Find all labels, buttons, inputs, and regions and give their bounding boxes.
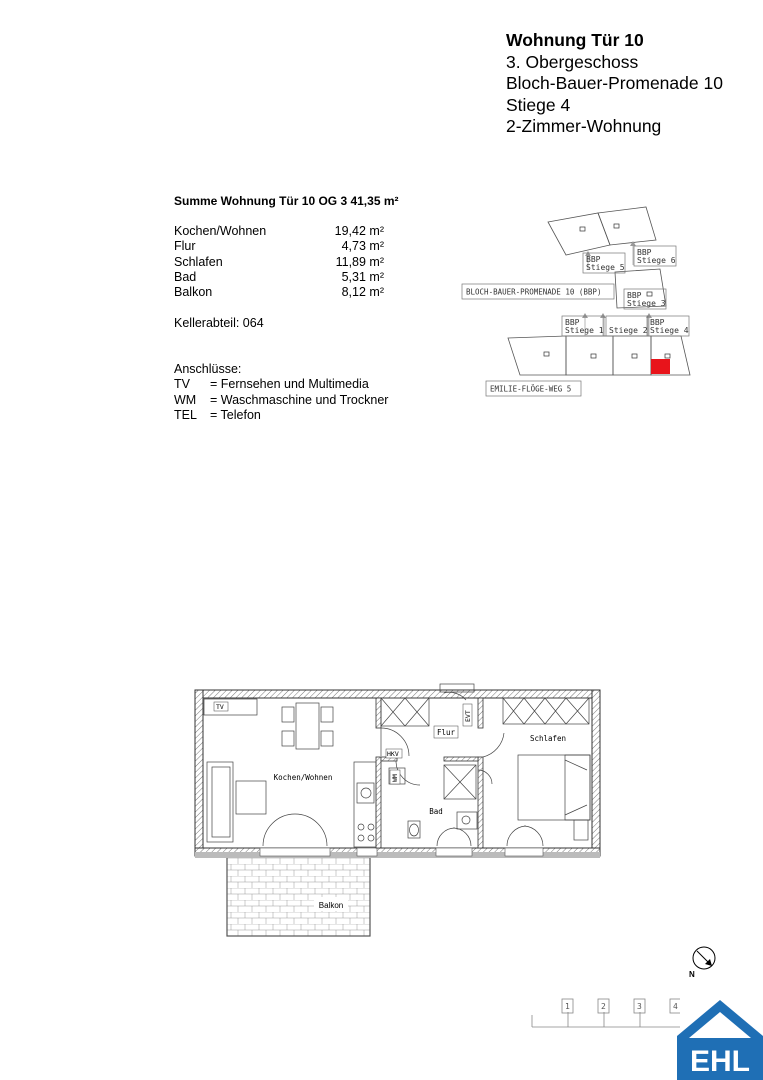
apartment-header xyxy=(506,30,723,138)
room-label-bath: Bad xyxy=(429,807,443,816)
connection-row xyxy=(174,393,414,408)
scale-label: 3 xyxy=(637,1002,642,1011)
room-label-living: Kochen/Wohnen xyxy=(273,773,333,782)
staircase-label: Stiege 4 xyxy=(506,94,571,115)
connection-desc: = Fernsehen und Multimedia xyxy=(210,377,369,392)
ehl-logo xyxy=(677,997,763,1080)
stiege-3-label: Stiege 3 xyxy=(627,299,666,308)
stiege-4-label: Stiege 4 xyxy=(650,326,689,335)
doors xyxy=(263,684,543,846)
wardrobe xyxy=(381,698,589,726)
area-row xyxy=(174,285,384,300)
stiege-6-label: Stiege 6 xyxy=(637,256,676,265)
site-plan xyxy=(455,205,705,400)
room-label-bedroom: Schlafen xyxy=(529,734,567,743)
bed xyxy=(518,755,590,840)
connection-desc: = Waschmaschine und Trockner xyxy=(210,392,389,407)
area-list xyxy=(174,224,384,300)
connections-title: Anschlüsse: xyxy=(174,362,242,376)
area-summary xyxy=(174,194,399,422)
building-stiege-1 xyxy=(508,336,566,375)
highlighted-apartment xyxy=(651,359,670,374)
bbp-label: BBP xyxy=(565,318,580,327)
scale-label: 2 xyxy=(601,1002,606,1011)
room-label-hall: Flur xyxy=(436,728,456,737)
wm-tag: WM xyxy=(391,774,399,782)
area-name: Balkon xyxy=(174,285,213,300)
area-value: 8,12 m² xyxy=(341,285,384,300)
apartment-title: Wohnung Tür 10 xyxy=(506,30,644,50)
connection-key: TV xyxy=(174,377,190,392)
floor-plan xyxy=(185,680,615,945)
area-row xyxy=(174,255,384,270)
bathroom-fixtures xyxy=(389,765,477,838)
connection-row xyxy=(174,377,414,392)
total-area: Summe Wohnung Tür 10 OG 3 41,35 m² xyxy=(174,194,399,208)
tv-tag: TV xyxy=(216,703,224,711)
compass-icon xyxy=(684,942,720,980)
area-name: Schlafen xyxy=(174,254,223,269)
building-stiege-6 xyxy=(598,207,656,245)
cellar-label: Kellerabteil: 064 xyxy=(174,316,264,330)
connection-row xyxy=(174,408,414,423)
area-name: Bad xyxy=(174,269,197,284)
area-value: 11,89 m² xyxy=(335,254,384,269)
scale-bar xyxy=(528,996,680,1030)
connection-key: TEL xyxy=(174,407,197,422)
connections-legend xyxy=(174,362,414,423)
connection-key: WM xyxy=(174,392,197,407)
building-stiege-2a xyxy=(566,336,613,375)
compass-north-label: N xyxy=(689,970,695,979)
area-row xyxy=(174,270,384,285)
area-value: 19,42 m² xyxy=(334,224,384,238)
balcony xyxy=(227,857,370,936)
bbp-label: BBP xyxy=(650,318,665,327)
scale-label: 1 xyxy=(565,1002,570,1011)
area-name: Flur xyxy=(174,239,196,254)
apartment-type: 2-Zimmer-Wohnung xyxy=(506,116,662,136)
hkv-tag: HKV xyxy=(387,750,399,758)
floor-label: 3. Obergeschoss xyxy=(506,51,639,72)
area-row xyxy=(174,239,384,254)
bbp-label: BBP xyxy=(586,255,601,264)
area-value: 5,31 m² xyxy=(341,269,384,284)
connection-desc: = Telefon xyxy=(210,407,261,422)
bbp-label: BBP xyxy=(637,248,652,257)
area-name: Kochen/Wohnen xyxy=(174,224,267,238)
bbp-label: BBP xyxy=(627,291,642,300)
room-label-balcony: Balkon xyxy=(318,901,344,910)
street-north-label: BLOCH-BAUER-PROMENADE 10 (BBP) xyxy=(466,287,602,297)
stiege-1-label: Stiege 1 xyxy=(565,326,604,335)
area-row xyxy=(174,224,384,239)
evt-tag: EVT xyxy=(464,710,472,722)
address-label: Bloch-Bauer-Promenade 10 xyxy=(506,73,723,93)
stiege-2-label: Stiege 2 xyxy=(609,326,648,335)
scale-label: 4 xyxy=(673,1002,678,1011)
stiege-5-label: Stiege 5 xyxy=(586,263,625,272)
area-value: 4,73 m² xyxy=(341,239,384,254)
logo-text: EHL xyxy=(690,1045,750,1078)
street-south-label: EMILIE-FLÖGE-WEG 5 xyxy=(490,384,572,394)
